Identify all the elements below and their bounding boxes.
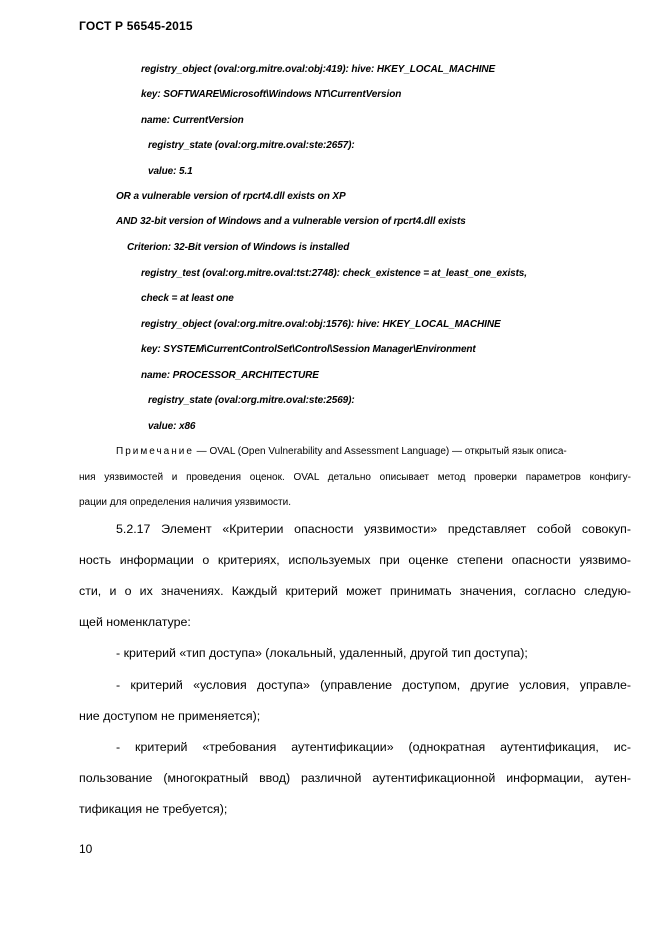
list-item: - критерий «условия доступа» (управление доступом, другие условия, управле- [116,678,631,692]
code-line: AND 32-bit version of Windows and a vulnerable version of rpcrt4.dll exists [116,216,466,227]
list-item: пользование (многократный ввод) различной аутентификационной информации, аутен- [79,771,631,785]
code-line: check = at least one [141,293,234,304]
code-line: value: 5.1 [148,166,193,177]
note-label: Примечание [116,446,194,457]
code-line: key: SOFTWARE\Microsoft\Windows NT\CurrentVersion [141,89,402,100]
code-line: OR a vulnerable version of rpcrt4.dll exists on XP [116,191,346,202]
code-line: key: SYSTEM\CurrentControlSet\Control\Session Manager\Environment [141,344,476,355]
note-line: ния уязвимостей и проведения оценок. OVAL детально описывает метод проверки параметров конфигу- [79,472,631,483]
list-item: - критерий «требования аутентификации» (однократная аутентификация, ис- [116,740,631,754]
list-item: ние доступом не применяется); [79,709,261,723]
code-line: value: x86 [148,421,196,432]
paragraph-line: 5.2.17 Элемент «Критерии опасности уязвимости» представляет собой совокуп- [116,522,631,536]
code-line: registry_object (oval:org.mitre.oval:obj:419): hive: HKEY_LOCAL_MACHINE [141,64,496,75]
code-line: Criterion: 32-Bit version of Windows is installed [127,242,350,253]
list-item: тификация не требуется); [79,802,228,816]
code-line: registry_object (oval:org.mitre.oval:obj:1576): hive: HKEY_LOCAL_MACHINE [141,319,501,330]
code-line: name: PROCESSOR_ARCHITECTURE [141,370,319,381]
page-number: 10 [79,842,93,856]
note-line: рации для определения наличия уязвимости. [79,497,291,508]
paragraph-line: ность информации о критериях, используемых при оценке степени опасности уязвимо- [79,553,631,567]
list-item: - критерий «тип доступа» (локальный, удаленный, другой тип доступа); [116,646,528,660]
note-text: — OVAL (Open Vulnerability and Assessment Language) — открытый язык описа- [193,446,567,457]
code-line: registry_state (oval:org.mitre.oval:ste:2569): [148,395,355,406]
code-line: registry_state (oval:org.mitre.oval:ste:2657): [148,140,355,151]
document-header: ГОСТ Р 56545-2015 [79,19,193,33]
code-line: registry_test (oval:org.mitre.oval:tst:2748): check_existence = at_least_one_exists, [141,268,527,279]
code-line: name: CurrentVersion [141,115,244,126]
note-line [116,446,567,457]
paragraph-line: щей номенклатуре: [79,615,191,629]
paragraph-line: сти, и о их значениях. Каждый критерий может принимать значения, согласно следую- [79,584,631,598]
